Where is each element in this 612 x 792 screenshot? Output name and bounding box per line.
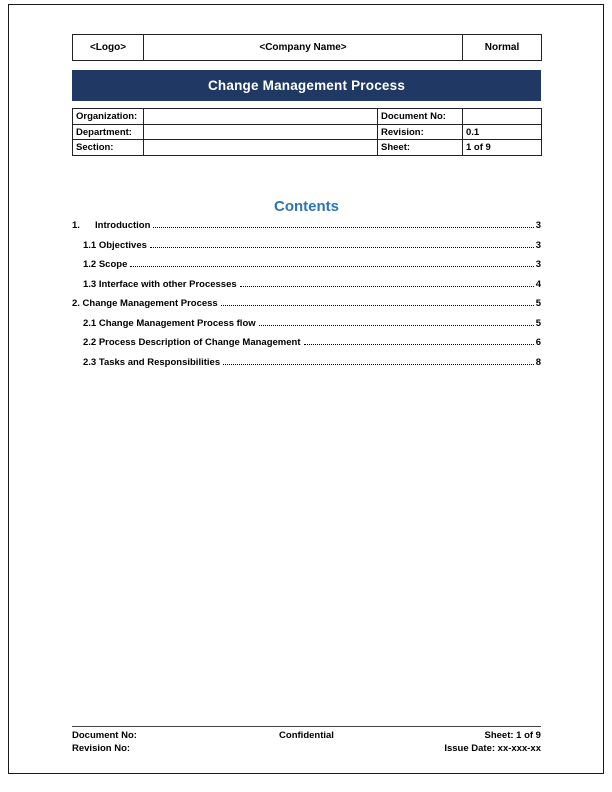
toc-entry-label: 2.2 Process Description of Change Management xyxy=(83,337,301,348)
toc-entry-scope[interactable] xyxy=(72,259,541,279)
toc-entry-objectives[interactable] xyxy=(72,240,541,260)
toc-entry-label: 1.2 Scope xyxy=(83,259,128,270)
toc-entry-page: 6 xyxy=(535,337,541,348)
toc-leader-dots xyxy=(150,247,534,248)
doc-type-cell: Normal xyxy=(463,35,542,61)
toc-entry-page: 3 xyxy=(535,220,541,231)
header-table xyxy=(72,34,542,61)
toc-leader-dots xyxy=(304,344,534,345)
toc-leader-dots xyxy=(223,364,534,365)
toc-leader-dots xyxy=(153,227,533,228)
title-banner xyxy=(72,70,541,101)
toc-entry-label: 2.3 Tasks and Responsibilities xyxy=(83,356,221,368)
organization-label: Organization: xyxy=(73,109,144,125)
toc-entry-process-flow[interactable] xyxy=(72,318,541,338)
revision-label: Revision: xyxy=(378,124,463,140)
toc-entry-label: 1.1 Objectives xyxy=(83,239,147,251)
revision-value: 0.1 xyxy=(463,124,542,140)
footer-center xyxy=(228,730,384,755)
toc-leader-dots xyxy=(130,266,533,267)
toc-entry-page: 5 xyxy=(535,317,541,329)
document-no-label: Document No: xyxy=(378,109,463,125)
toc-entry-page: 4 xyxy=(535,278,541,290)
section-value xyxy=(144,140,378,156)
table-of-contents xyxy=(72,220,541,376)
header-row xyxy=(73,35,542,61)
sheet-value: 1 of 9 xyxy=(463,140,542,156)
toc-entry-change-management-process[interactable] xyxy=(72,298,541,318)
info-row xyxy=(73,140,542,156)
footer-confidential: Confidential xyxy=(279,730,334,741)
toc-entry-number: 1. xyxy=(72,220,80,231)
info-row xyxy=(73,124,542,140)
footer-right xyxy=(385,730,541,755)
footer-document-no: Document No: xyxy=(72,730,137,741)
toc-entry-process-description[interactable] xyxy=(72,337,541,357)
info-row xyxy=(73,109,542,125)
company-name-cell: <Company Name> xyxy=(144,35,463,61)
toc-entry-label: 2. Change Management Process xyxy=(72,298,218,309)
document-info-table xyxy=(72,108,542,156)
toc-entry-label: 2.1 Change Management Process flow xyxy=(83,317,256,329)
toc-entry-label: 1.3 Interface with other Processes xyxy=(83,278,237,290)
toc-entry-tasks-responsibilities[interactable] xyxy=(72,357,541,377)
contents-heading: Contents xyxy=(274,198,339,215)
toc-entry-page: 8 xyxy=(535,356,541,368)
toc-leader-dots xyxy=(240,286,534,287)
toc-entry-page: 5 xyxy=(535,298,541,309)
footer-revision-no: Revision No: xyxy=(72,742,131,754)
footer-issue-date: Issue Date: xx-xxx-xx xyxy=(444,742,541,754)
document-title: Change Management Process xyxy=(207,78,406,93)
toc-entry-page: 3 xyxy=(535,239,541,251)
department-value xyxy=(144,124,378,140)
toc-leader-dots xyxy=(259,325,534,326)
organization-value xyxy=(144,109,378,125)
footer-left xyxy=(72,730,228,755)
document-no-value xyxy=(463,109,542,125)
department-label: Department: xyxy=(73,124,144,140)
toc-entry-page: 3 xyxy=(535,259,541,270)
page-footer xyxy=(72,726,541,755)
sheet-label: Sheet: xyxy=(378,140,463,156)
section-label: Section: xyxy=(73,140,144,156)
footer-sheet: Sheet: 1 of 9 xyxy=(484,730,541,741)
toc-entry-introduction[interactable] xyxy=(72,220,541,240)
toc-entry-label: Introduction xyxy=(95,220,151,231)
logo-placeholder-cell: <Logo> xyxy=(73,35,144,61)
toc-leader-dots xyxy=(221,305,534,306)
toc-entry-interface[interactable] xyxy=(72,279,541,299)
